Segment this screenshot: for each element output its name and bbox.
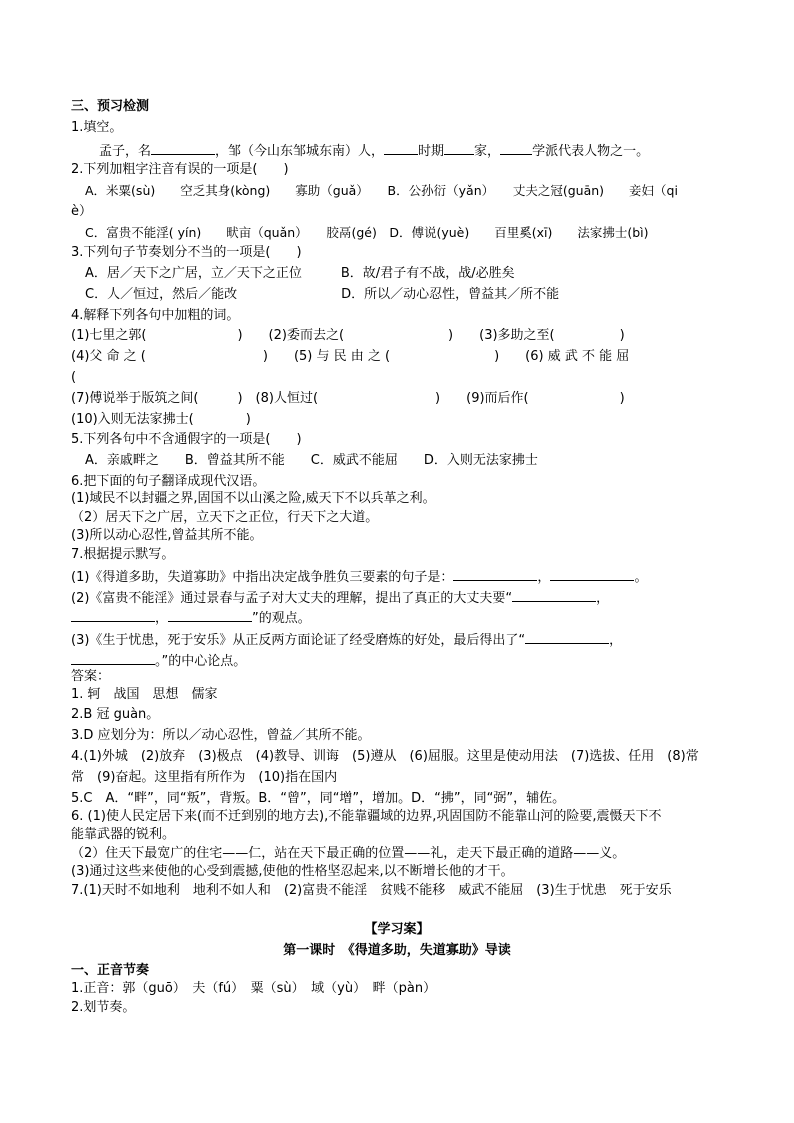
answer-6-3: (3)通过这些来使他的心受到震撼,使他的性格坚忍起来,以不断增长他的才干。 [71, 864, 514, 879]
study-subtitle: 第一课时 《得道多助，失道寡助》导读 [283, 943, 511, 958]
q7-2-text: (2)《富贵不能淫》通过景春与孟子对大丈夫的理解，提出了真正的大丈夫要“ [71, 591, 513, 606]
q7-2-sep: ， [596, 591, 610, 606]
q2-options-ab-wrap: è） [71, 204, 92, 219]
q7-3-text: (3)《生于忧患，死于安乐》从正反两方面论证了经受磨炼的好处，最后得出了“ [71, 633, 526, 648]
q4-row-1: (1)七里之郭( ) (2)委而去之( ) (3)多助之至( ) [71, 328, 625, 343]
blank [453, 566, 537, 581]
q1-body [99, 140, 649, 161]
answer-1: 1. 轲 战国 思想 儒家 [71, 687, 218, 702]
q1-head: 1.填空。 [71, 120, 123, 135]
q2-head: 2.下列加粗字注音有误的一项是( ) [71, 162, 289, 177]
q2-options-ab: A．米粟(sù) 空乏其身(kòng) 寡助（guǎ） B．公孙衍（yǎn） 丈夫之冠(guān) 妾妇（qi [85, 183, 678, 198]
q7-1-text: (1)《得道多助，失道寡助》中指出决定战争胜负三要素的句子是： [71, 570, 454, 585]
answer-4: 4.(1)外城 (2)放弃 (3)极点 (4)教导、训诲 (5)遵从 (6)屈服。这里是使动用法 (7)选拔、任用 (8)常 [71, 749, 699, 764]
section-title: 三、预习检测 [71, 99, 150, 114]
q5-options: A．亲戚畔之 B．曾益其所不能 C．威武不能屈 D．入则无法家拂士 [85, 453, 538, 468]
blank [168, 607, 252, 622]
q6-head: 6.把下面的句子翻译成现代汉语。 [71, 474, 266, 489]
q1-text-4: 家， [474, 144, 501, 159]
q4-head: 4.解释下列各句中加粗的词。 [71, 308, 240, 323]
q4-row-2-wrap: ( [71, 370, 77, 385]
answer-6-1-wrap: 能靠武器的锐利。 [71, 827, 176, 842]
q5-head: 5.下列各句中不含通假字的一项是( ) [71, 432, 302, 447]
q7-item-3 [71, 629, 622, 650]
q7-item-1 [71, 566, 647, 587]
q2-options-cd: C．富贵不能淫( yín) 畎亩（quǎn） 胶鬲(gé) D．傅说(yuè) 百里奚(xī) 法家拂士(bì) [85, 225, 649, 240]
answer-7: 7.(1)天时不如地利 地利不如人和 (2)富贵不能淫 贫贱不能移 威武不能屈 (3)生于忧患 死于安乐 [71, 883, 672, 898]
answer-4-wrap: 常 (9)奋起。这里指有所作为 (10)指在国内 [71, 770, 338, 785]
blank [71, 650, 155, 665]
study-title: 【学习案】 [364, 922, 430, 937]
q7-1-end: 。 [634, 570, 648, 585]
q4-row-2: (4)父 命 之 ( ) (5) 与 民 由 之 ( ) (6) 威 武 不 能 屈 [71, 349, 630, 364]
study-pronunciation: 1.正音：郭（guō） 夫（fú） 粟（sù） 域（yù） 畔（pàn） [71, 981, 437, 996]
answer-2: 2.B 冠 guàn。 [71, 707, 160, 722]
q1-text-1: 孟子，名 [99, 144, 152, 159]
answers-label: 答案： [71, 669, 111, 684]
answer-6-2: （2）住天下最宽广的住宅——仁，站在天下最正确的位置——礼，走天下最正确的道路——义。 [71, 846, 626, 861]
blank [71, 607, 155, 622]
q7-3-sep: ， [609, 633, 623, 648]
q7-2-sep2: ， [155, 611, 169, 626]
q4-row-3: (7)傅说举于版筑之间( ) (8)人恒过( ) (9)而后作( ) [71, 391, 625, 406]
blank [525, 629, 609, 644]
q7-2-end: ”的观点。 [252, 611, 311, 626]
q3-options-ab: A．居／天下之广居，立／天下之正位 B．故/君子有不战，战/必胜矣 [85, 266, 515, 281]
q7-1-sep: ， [537, 570, 551, 585]
answer-5: 5.C A．“畔”，同“叛”，背叛。B．“曾”，同“增”，增加。D．“拂”，同“弼”，辅佐。 [71, 791, 566, 806]
blank [500, 140, 532, 155]
q6-sentence-1: (1)域民不以封疆之界,固国不以山溪之险,威天下不以兵革之利。 [71, 491, 436, 506]
blank [512, 587, 596, 602]
q4-row-4: (10)入则无法家拂士( ) [71, 412, 251, 427]
answer-3: 3.D 应划分为：所以／动心忍性，曾益／其所不能。 [71, 728, 371, 743]
q1-text-2: ，邹（今山东邹城东南）人， [215, 144, 385, 159]
blank [151, 140, 215, 155]
q6-sentence-2: （2）居天下之广居，立天下之正位，行天下之大道。 [71, 510, 379, 525]
answer-6-1: 6. (1)使人民定居下来(而不迁到别的地方去),不能靠疆域的边界,巩固国防不能靠山河的险要,震慑天下不 [71, 809, 662, 824]
q3-options-cd: C．人／恒过，然后／能改 D．所以／动心忍性，曾益其／所不能 [85, 287, 560, 302]
blank [444, 140, 474, 155]
q7-item-2 [71, 587, 609, 608]
q1-text-5: 学派代表人物之一。 [532, 144, 650, 159]
blank [384, 140, 418, 155]
q7-item-2-wrap [71, 607, 311, 628]
study-rhythm: 2.划节奏。 [71, 1000, 136, 1015]
q3-head: 3.下列句子节奏划分不当的一项是( ) [71, 245, 302, 260]
blank [550, 566, 634, 581]
study-section-1: 一、正音节奏 [71, 963, 150, 978]
q7-head: 7.根据提示默写。 [71, 547, 175, 562]
q6-sentence-3: (3)所以动心忍性,曾益其所不能。 [71, 528, 263, 543]
q1-text-3: 时期 [418, 144, 445, 159]
q7-3-end: 。”的中心论点。 [155, 654, 247, 669]
